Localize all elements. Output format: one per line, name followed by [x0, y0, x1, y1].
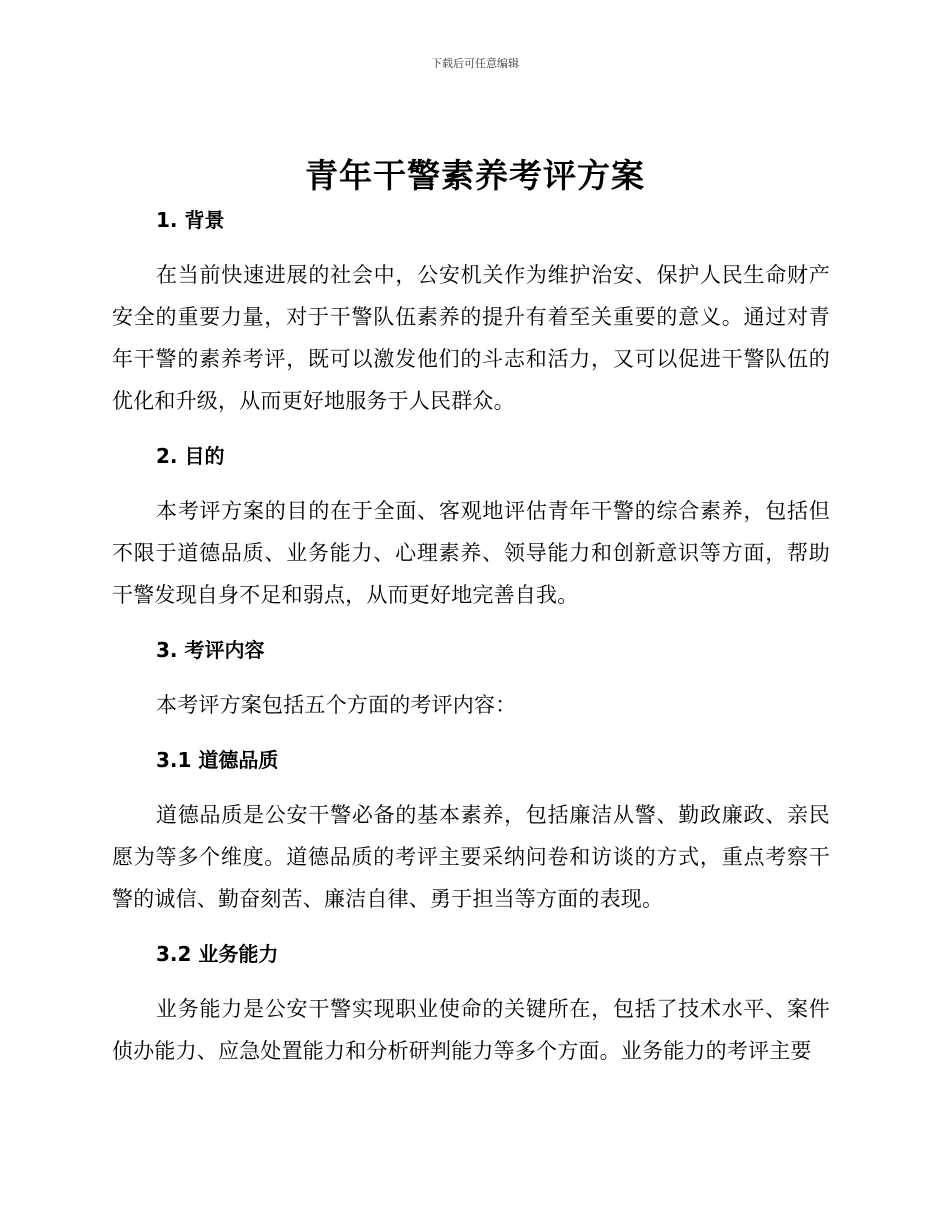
header-note: 下载后可任意编辑	[431, 57, 519, 70]
section-paragraph-business: 业务能力是公安干警实现职业使命的关键所在，包括了技术水平、案件侦办能力、应急处置能力和分析研判能力等多个方面。业务能力的考评主要	[112, 997, 830, 1063]
document-title: 青年干警素养考评方案	[305, 156, 645, 195]
section-heading-purpose: 2. 目的	[156, 444, 225, 468]
section-paragraph-content: 本考评方案包括五个方面的考评内容：	[156, 693, 517, 717]
section-heading-moral: 3.1 道德品质	[156, 748, 279, 772]
section-paragraph-purpose: 本考评方案的目的在于全面、客观地评估青年干警的综合素养，包括但不限于道德品质、业务能力、心理素养、领导能力和创新意识等方面，帮助干警发现自身不足和弱点，从而更好地完善自我。	[112, 499, 830, 607]
section-paragraph-moral: 道德品质是公安干警必备的基本素养，包括廉洁从警、勤政廉政、亲民愿为等多个维度。道德品质的考评主要采纳问卷和访谈的方式，重点考察干警的诚信、勤奋刻苦、廉洁自律、勇于担当等方面的表现。	[112, 803, 830, 911]
section-heading-content: 3. 考评内容	[156, 638, 265, 662]
section-heading-background: 1. 背景	[156, 208, 225, 232]
section-heading-business: 3.2 业务能力	[156, 942, 279, 966]
section-paragraph-background: 在当前快速进展的社会中，公安机关作为维护治安、保护人民生命财产安全的重要力量，对于干警队伍素养的提升有着至关重要的意义。通过对青年干警的素养考评，既可以激发他们的斗志和活力，又可以促进干警队伍的优化和升级，从而更好地服务于人民群众。	[112, 263, 830, 413]
document-body	[112, 200, 830, 1072]
